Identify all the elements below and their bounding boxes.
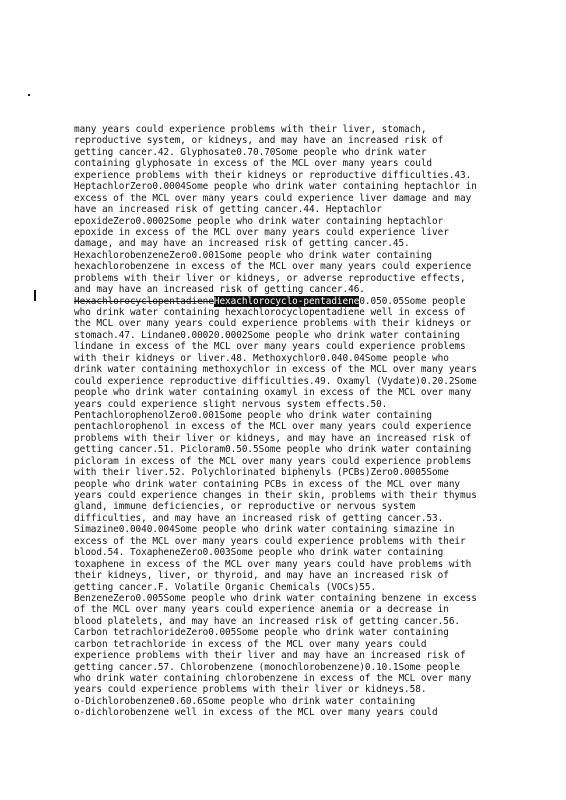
text-line: people who drink water containing PCBs in excess of the MCL over many	[74, 478, 461, 490]
scan-speck	[28, 94, 30, 96]
text-line: difficulties, and may have an increased risk of getting cancer.53.	[74, 512, 444, 524]
highlighted-text: Hexachlorocyclo-pentadiene	[213, 295, 360, 307]
text-line: who drink water containing hexachlorocyclopentadiene well in excess of	[74, 307, 466, 318]
text-line: getting cancer.51. Picloram0.50.5Some people who drink water containing	[74, 444, 472, 456]
text-line: experience problems with their kidneys or reproductive difficulties.43.	[74, 169, 472, 181]
text-line: HeptachlorZero0.0004Some people who drink water containing heptachlor in	[74, 181, 477, 193]
text-line: with their liver.52. Polychlorinated biphenyls (PCBs)Zero0.0005Some	[74, 467, 449, 479]
text-line: gland, immune deficiencies, or reproductive or nervous system	[74, 501, 416, 513]
text-line: excess of the MCL over many years could experience liver damage and may	[74, 192, 472, 204]
text-line: epoxideZero0.0002Some people who drink water containing heptachlor	[74, 215, 444, 227]
text-line: years could experience problems with their liver or kidneys.58.	[74, 684, 427, 696]
text-line: BenzeneZero0.005Some people who drink water containing benzene in excess	[74, 592, 477, 604]
text-line: HexachlorobenzeneZero0.001Some people who drink water containing	[74, 249, 433, 261]
text-line: and may have an increased risk of getting cancer.46.	[74, 284, 365, 296]
text-line: years could experience slight nervous system effects.50.	[74, 398, 388, 410]
line-text: 0.050.05Some people	[359, 295, 466, 307]
text-line: stomach.47. Lindane0.00020.0002Some people who drink water containing	[74, 329, 461, 341]
text-line: Carbon tetrachlorideZero0.005Some people who drink water containing	[74, 627, 449, 639]
struck-text: Hexachlorocyclopentadiene	[74, 295, 214, 307]
text-line	[74, 296, 504, 307]
document-body	[74, 124, 504, 719]
text-line: many years could experience problems with their liver, stomach,	[74, 124, 427, 135]
text-line: carbon tetrachloride in excess of the MCL over many years could	[74, 638, 427, 650]
text-line: excess of the MCL over many years could experience problems with their	[74, 535, 466, 547]
text-line: damage, and may have an increased risk of getting cancer.45.	[74, 238, 410, 250]
text-line: years could experience changes in their skin, problems with their thymus	[74, 490, 477, 501]
text-line: toxaphene in excess of the MCL over many years could have problems with	[74, 558, 472, 570]
text-line: the MCL over many years could experience problems with their kidneys or	[74, 318, 472, 330]
text-line: drink water containing methoxychlor in excess of the MCL over many years	[74, 364, 477, 376]
text-line: blood.54. ToxapheneZero0.003Some people who drink water containing	[74, 547, 444, 559]
text-line: pentachlorophenol in excess of the MCL over many years could experience	[74, 421, 472, 433]
margin-mark	[34, 290, 36, 301]
text-line: blood platelets, and may have an increased risk of getting cancer.56.	[74, 615, 461, 627]
text-line: people who drink water containing oxamyl in excess of the MCL over many	[74, 387, 472, 399]
text-line: problems with their liver or kidneys, or adverse reproductive effects,	[74, 272, 466, 284]
text-line: problems with their liver or kidneys, and may have an increased risk of	[74, 432, 472, 444]
text-line: getting cancer.42. Glyphosate0.70.70Some people who drink water	[74, 146, 427, 158]
text-line: picloram in excess of the MCL over many years could experience problems	[74, 455, 472, 467]
text-line: reproductive system, or kidneys, and may have an increased risk of	[74, 135, 444, 147]
text-line: could experience reproductive difficulties.49. Oxamyl (Vydate)0.20.2Some	[74, 375, 477, 387]
text-line: o-dichlorobenzene well in excess of the MCL over many years could	[74, 707, 438, 719]
text-line: Simazine0.0040.004Some people who drink water containing simazine in	[74, 524, 455, 536]
text-line: their kidneys, liver, or thyroid, and may have an increased risk of	[74, 570, 449, 582]
text-line: getting cancer.57. Chlorobenzene (monochlorobenzene)0.10.1Some people	[74, 661, 461, 673]
text-line: of the MCL over many years could experience anemia or a decrease in	[74, 604, 449, 616]
text-line: epoxide in excess of the MCL over many years could experience liver	[74, 226, 449, 238]
text-line: o-Dichlorobenzene0.60.6Some people who drink water containing	[74, 695, 416, 707]
text-line: experience problems with their liver and may have an increased risk of	[74, 650, 466, 662]
text-line: getting cancer.F. Volatile Organic Chemicals (VOCs)55.	[74, 581, 377, 593]
text-line: hexachlorobenzene in excess of the MCL over many years could experience	[74, 261, 472, 273]
text-line: lindane in excess of the MCL over many years could experience problems	[74, 341, 466, 353]
text-line: containing glyphosate in excess of the MCL over many years could	[74, 158, 433, 170]
text-line: with their kidneys or liver.48. Methoxychlor0.040.04Some people who	[74, 352, 449, 364]
text-line: have an increased risk of getting cancer.44. Heptachlor	[74, 204, 382, 216]
text-line: who drink water containing chlorobenzene in excess of the MCL over many	[74, 673, 472, 684]
text-line: PentachlorophenolZero0.001Some people who drink water containing	[74, 409, 433, 421]
